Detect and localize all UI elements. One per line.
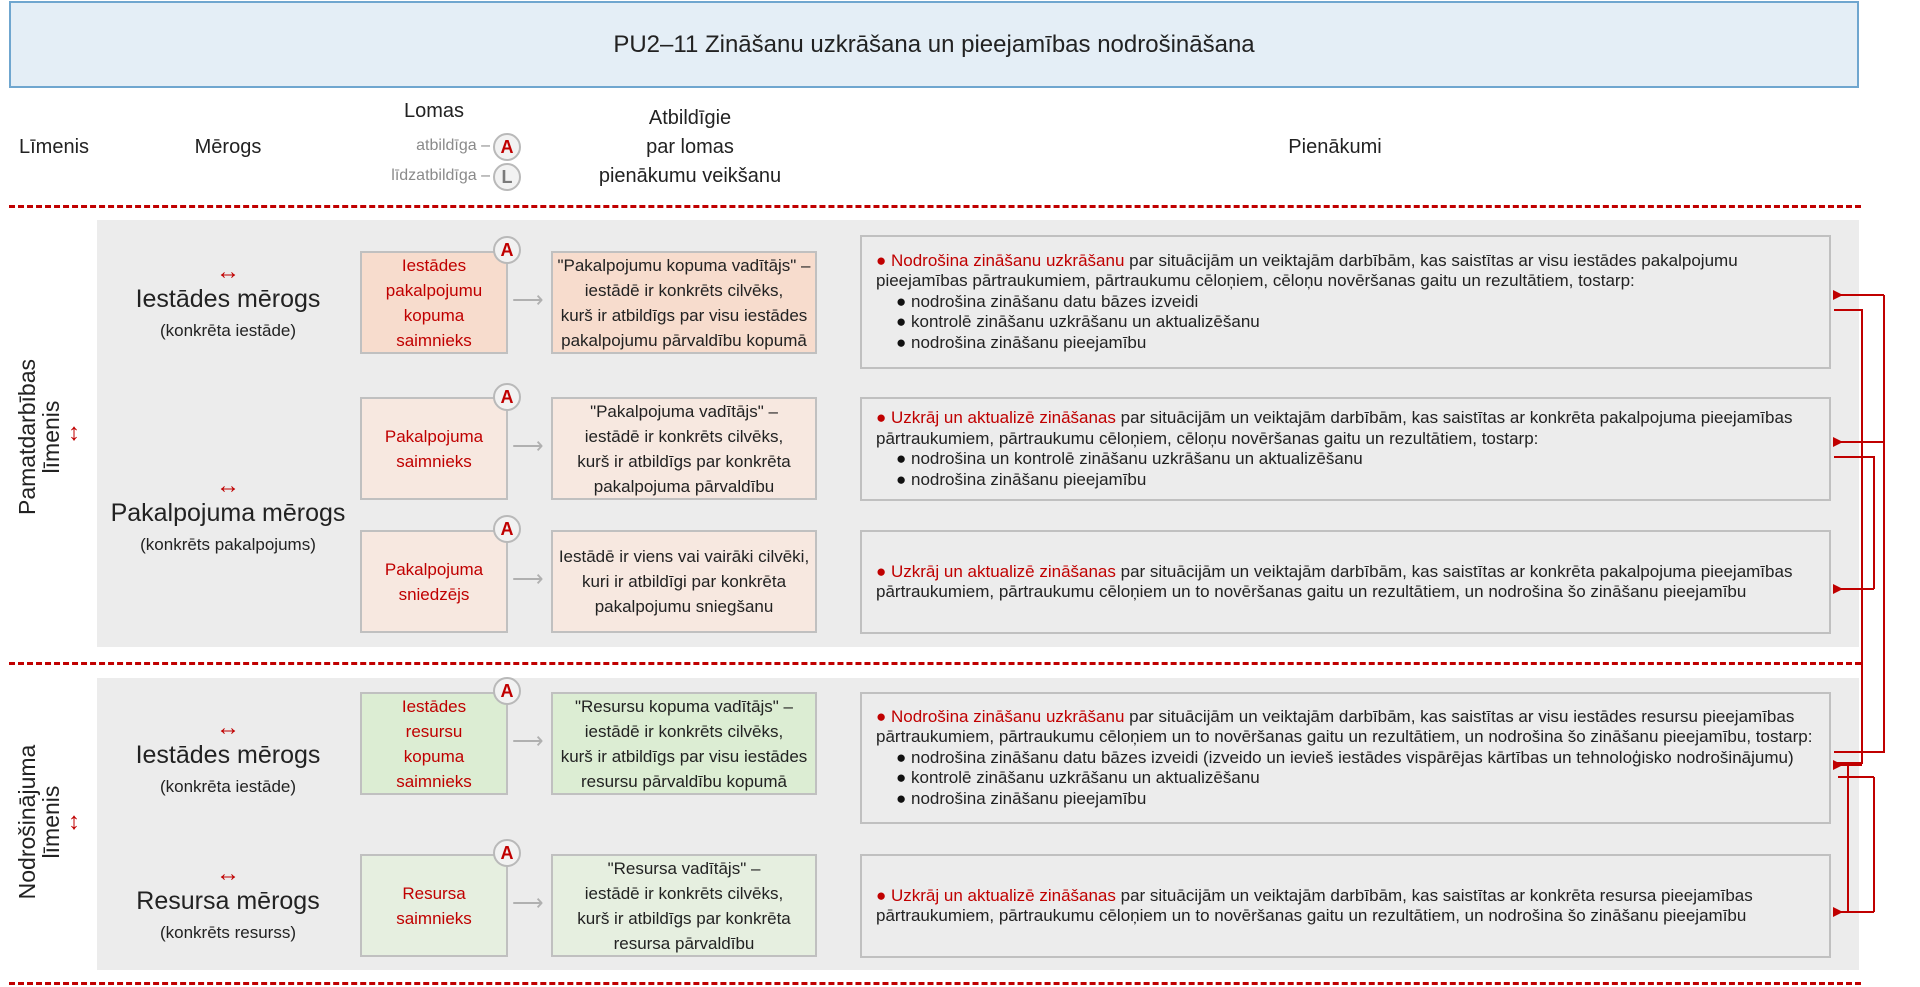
header-executors-line3: pienākumu veikšanu [598, 165, 782, 187]
connector-outer [1834, 295, 1884, 752]
resp-line: iestādē ir konkrēts cilvēks, [584, 426, 784, 446]
duty-box-row1 [860, 235, 1831, 369]
header-executors-line2: par lomas [646, 136, 734, 158]
duty-lead: ● Nodrošina zināšanu uzkrāšanu [876, 706, 1125, 726]
resp-line: "Pakalpojuma vadītājs" – [590, 401, 778, 421]
scale4-sub: (konkrēts resurss) [159, 923, 297, 942]
scale4-name: Resursa mērogs [136, 887, 320, 915]
role-line: Iestādes [401, 696, 467, 716]
diagram-title: PU2–11 Zināšanu uzkrāšana un pieejamības nodrošināšana [9, 1, 1859, 88]
duty-lead: ● Uzkrāj un aktualizē zināšanas [876, 561, 1116, 581]
role-line: kopuma [403, 305, 465, 325]
row1-arrow-icon: ⟶ [512, 287, 544, 312]
duty-item: ● nodrošina un kontrolē zināšanu uzkrāšanu un aktualizēšanu [896, 449, 1815, 470]
duty-box-row4 [860, 692, 1831, 824]
core-level-label [15, 337, 65, 537]
resp-line: resursa pārvaldību [613, 933, 755, 953]
duty-item: ● nodrošina zināšanu pieejamību [896, 789, 1815, 810]
duty-list [876, 292, 1815, 354]
resp-line: kurš ir atbildīgs par visu iestādes [560, 746, 808, 766]
scale2-sub: (konkrēts pakalpojums) [140, 535, 316, 554]
header-duties: Pienākumi [1288, 136, 1382, 158]
role-line: saimnieks [396, 771, 472, 791]
resp-line: Iestādē ir viens vai vairāki cilvēki, [558, 547, 810, 566]
scale1-sub: (konkrēta iestāde) [159, 321, 297, 340]
row3-badge-a-icon: A [493, 515, 521, 543]
duty-item: ● kontrolē zināšanu uzkrāšanu un aktualizēšanu [896, 768, 1815, 789]
row1-badge-a-icon: A [493, 236, 521, 264]
role-line: Resursa [402, 883, 466, 903]
role-line: pakalpojumu [385, 280, 483, 300]
role-line: kopuma [403, 746, 465, 766]
support-level-arrow-icon: ↕ [68, 808, 80, 835]
header-roles: Lomas [403, 100, 465, 122]
scale2-name: Pakalpojuma mērogs [110, 499, 346, 527]
duty-box-row3 [860, 530, 1831, 634]
row3-arrow-icon: ⟶ [512, 566, 544, 591]
resp-line: kurš ir atbildīgs par konkrēta [577, 451, 791, 471]
resp-box-row1 [551, 251, 817, 354]
badge-l-icon: L [493, 163, 521, 191]
duty-item: ● kontrolē zināšanu uzkrāšanu un aktualizēšanu [896, 312, 1815, 333]
core-level-label-line2: līmenis [38, 400, 64, 474]
resp-line: "Resursu kopuma vadītājs" – [574, 696, 794, 716]
support-level-label-line2: līmenis [38, 785, 64, 859]
scale3-arrow-icon: ↔ [216, 714, 240, 741]
core-level-label-line1: Pamatdarbības [14, 359, 40, 515]
resp-line: pakalpojumu pārvaldību kopumā [561, 330, 807, 350]
header-executors-line1: Atbildīgie [648, 107, 732, 129]
scale2-arrow-icon: ↔ [216, 472, 240, 499]
divider-bottom [9, 982, 1861, 985]
role-line: saimnieks [396, 330, 472, 350]
divider-middle [9, 662, 1861, 665]
resp-line: kurš ir atbildīgs par konkrēta [577, 908, 791, 928]
resp-box-row5 [551, 854, 817, 957]
connector-lines [1830, 280, 1890, 920]
divider-top [9, 205, 1861, 208]
support-level-label [15, 722, 65, 922]
row4-arrow-icon: ⟶ [512, 728, 544, 753]
duty-text: par situācijām un veiktajām darbībām, kas saistītas ar konkrēta pakalpojuma pieejamības pārtraukumiem, pārtraukumu cēloņiem un to novēršanas gaitu un rezultātiem, un nodrošina šo zināšanu pieejamību [876, 561, 1793, 601]
core-level-arrow-icon: ↕ [68, 419, 80, 446]
role-line: Pakalpojuma [384, 426, 484, 446]
scale1-name: Iestādes mērogs [135, 285, 321, 313]
resp-line: iestādē ir konkrēts cilvēks, [584, 280, 784, 300]
resp-box-row3 [551, 530, 817, 633]
role-line: saimnieks [396, 908, 472, 928]
badge-a-icon: A [493, 133, 521, 161]
resp-line: "Pakalpojumu kopuma vadītājs" – [557, 255, 811, 275]
scale1-arrow-icon: ↔ [216, 258, 240, 285]
duty-text: par situācijām un veiktajām darbībām, kas saistītas ar visu iestādes pakalpojumu pieejamības pārtraukumiem, pārtraukumu cēloņiem, cēloņu novēršanas gaitu un rezultātiem, tostarp: [876, 250, 1738, 291]
resp-line: resursu pārvaldību kopumā [580, 771, 787, 791]
connector-r1-r4 [1834, 310, 1862, 763]
duty-item: ● nodrošina zināšanu pieejamību [896, 470, 1815, 491]
resp-line: kurš ir atbildīgs par visu iestādes [560, 305, 808, 325]
role-box-service-portfolio-owner [360, 251, 508, 354]
duty-text: par situācijām un veiktajām darbībām, kas saistītas ar visu iestādes resursu pieejamības pārtraukumiem, pārtraukumu cēloņiem un to novēršanas gaitu un rezultātiem, un nodrošina šo zināšanu pieejamību, tostarp: [876, 706, 1813, 747]
header-responsible-label: atbildīga – [416, 137, 490, 154]
resp-line: iestādē ir konkrēts cilvēks, [584, 721, 784, 741]
role-line: saimnieks [396, 451, 472, 471]
role-box-resource-portfolio-owner [360, 692, 508, 795]
role-box-resource-owner [360, 854, 508, 957]
role-line: Pakalpojuma [384, 559, 484, 579]
scale3-name: Iestādes mērogs [135, 741, 321, 769]
duty-text: par situācijām un veiktajām darbībām, kas saistītas ar konkrēta pakalpojuma pieejamības pārtraukumiem, pārtraukumu cēloņiem, cēloņu novēršanas gaitu un rezultātiem, tostarp: [876, 408, 1793, 448]
resp-box-row4 [551, 692, 817, 795]
header-scale: Mērogs [194, 136, 262, 158]
duty-box-row2 [860, 397, 1831, 501]
row4-badge-a-icon: A [493, 677, 521, 705]
support-level-label-line1: Nodrošinājuma [14, 744, 40, 900]
role-line: Iestādes [401, 255, 467, 275]
role-line: sniedzējs [398, 584, 470, 604]
row5-arrow-icon: ⟶ [512, 890, 544, 915]
duty-list [876, 449, 1815, 490]
scale4-arrow-icon: ↔ [216, 860, 240, 887]
duty-item: ● nodrošina zināšanu pieejamību [896, 333, 1815, 354]
duty-item: ● nodrošina zināšanu datu bāzes izveidi (izveido un ievieš iestādes vispārējas kārtības un tehnoloģisko nodrošinājumu) [896, 748, 1815, 769]
role-line: resursu [405, 721, 463, 741]
duty-lead: ● Nodrošina zināšanu uzkrāšanu [876, 250, 1125, 270]
duty-item: ● nodrošina zināšanu datu bāzes izveidi [896, 292, 1815, 313]
resp-line: "Resursa vadītājs" – [607, 858, 761, 878]
row5-badge-a-icon: A [493, 839, 521, 867]
role-box-service-provider [360, 530, 508, 633]
duty-lead: ● Uzkrāj un aktualizē zināšanas [876, 885, 1116, 905]
scale3-sub: (konkrēta iestāde) [159, 777, 297, 796]
resp-line: iestādē ir konkrēts cilvēks, [584, 883, 784, 903]
duty-box-row5 [860, 854, 1831, 958]
row2-badge-a-icon: A [493, 383, 521, 411]
header-coresponsible-label: līdzatbildīga – [391, 167, 490, 184]
duty-list [876, 748, 1815, 810]
header-level: Līmenis [18, 136, 90, 158]
duty-text: par situācijām un veiktajām darbībām, kas saistītas ar konkrēta resursa pieejamības pārtraukumiem, pārtraukumu cēloņiem un to novēršanas gaitu un rezultātiem, un nodrošina šo zināšanu pieejamību [876, 885, 1753, 925]
resp-line: kuri ir atbildīgi par konkrēta [581, 572, 787, 591]
resp-line: pakalpojuma pārvaldību [593, 476, 775, 496]
role-box-service-owner [360, 397, 508, 500]
resp-box-row2 [551, 397, 817, 500]
duty-lead: ● Uzkrāj un aktualizē zināšanas [876, 408, 1116, 427]
connector-r2-r3 [1834, 457, 1874, 589]
row2-arrow-icon: ⟶ [512, 433, 544, 458]
resp-line: pakalpojumu sniegšanu [594, 597, 774, 616]
